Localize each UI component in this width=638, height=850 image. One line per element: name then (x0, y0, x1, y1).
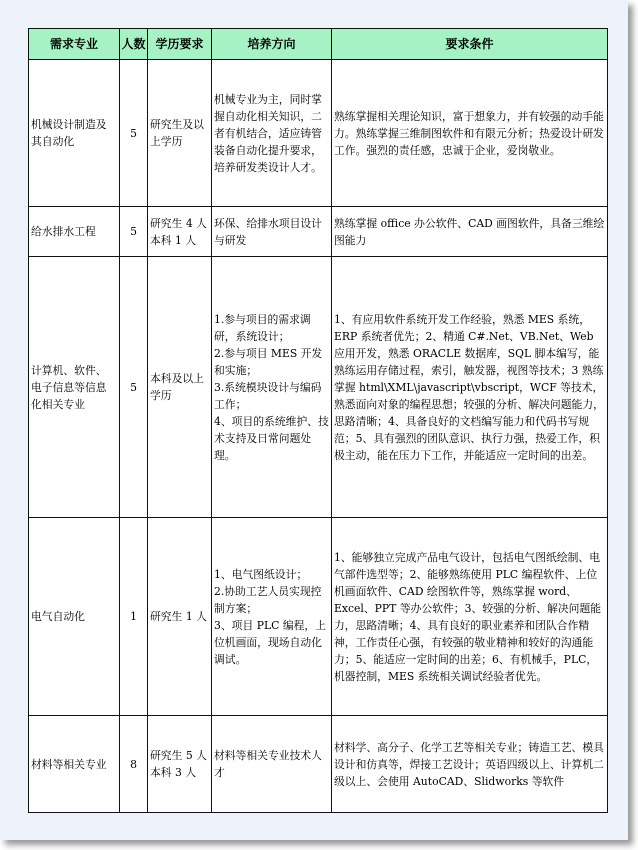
cell-requirements: 1、有应用软件系统开发工作经验，熟悉 MES 系统，ERP 系统者优先；2、精通 C#.Net、VB.Net、Web 应用开发，熟悉 ORACLE 数据库，SQL 脚本编写，能熟练运用存储过程，索引，触发器，视图等技术；3 熟练掌握 html\XML\javascript\vbscript，WCF 等技术，熟悉面向对象的编程思想；较强的分析、解决问题能力，思路清晰；4、具备良好的文档编写能力和代码书写规范；5、具有强烈的团队意识、执行力强，热爱工作，积极主动，能在压力下工作，并能适应一定时间的出差。 (332, 257, 608, 518)
table-row (29, 257, 608, 518)
cell-direction: 1、电气图纸设计； 2.协助工艺人员实现控制方案； 3、项目 PLC 编程，上位机画面，现场自动化调试。 (212, 518, 332, 716)
cell-education: 研究生 4 人 本科 1 人 (148, 207, 212, 257)
table-row (29, 518, 608, 716)
cell-education: 研究生 5 人 本科 3 人 (148, 716, 212, 813)
cell-major: 材料等相关专业 (29, 716, 120, 813)
cell-major: 机械设计制造及其自动化 (29, 60, 120, 207)
cell-requirements: 熟练掌握相关理论知识，富于想象力，并有较强的动手能力。熟练掌握三维制图软件和有限元分析；热爱设计研发工作。强烈的责任感，忠诚于企业，爱岗敬业。 (332, 60, 608, 207)
cell-major: 给水排水工程 (29, 207, 120, 257)
cell-direction: 材料等相关专业技术人才 (212, 716, 332, 813)
cell-count: 5 (120, 207, 148, 257)
cell-major: 电气自动化 (29, 518, 120, 716)
cell-requirements: 1、能够独立完成产品电气设计，包括电气图纸绘制、电气部件选型等；2、能够熟练使用 PLC 编程软件、上位机画面软件、CAD 绘图软件等，熟练掌握 word、Excel、PPT 等办公软件；3、较强的分析、解决问题能力，思路清晰；4、具有良好的职业素养和团队合作精神，工作责任心强，有较强的敬业精神和较好的沟通能力；5、能适应一定时间的出差；6、有机械手，PLC，机器控制，MES 系统相关调试经验者优先。 (332, 518, 608, 716)
cell-education: 研究生 1 人 (148, 518, 212, 716)
header-education: 学历要求 (148, 29, 212, 60)
cell-education: 本科及以上学历 (148, 257, 212, 518)
cell-count: 5 (120, 60, 148, 207)
cell-count: 8 (120, 716, 148, 813)
header-count: 人数 (120, 29, 148, 60)
cell-count: 5 (120, 257, 148, 518)
cell-count: 1 (120, 518, 148, 716)
header-direction: 培养方向 (212, 29, 332, 60)
requirements-table (28, 28, 608, 813)
header-row (29, 29, 608, 60)
cell-direction: 1.参与项目的需求调研，系统设计； 2.参与项目 MES 开发和实施； 3.系统模块设计与编码工作； 4、项目的系统维护、技术支持及日常问题处理。 (212, 257, 332, 518)
cell-direction: 环保、给排水项目设计与研发 (212, 207, 332, 257)
cell-requirements: 材料学、高分子、化学工艺等相关专业；铸造工艺、模具设计和仿真等，焊接工艺设计；英语四级以上、计算机二级以上、会使用 AutoCAD、Slidworks 等软件 (332, 716, 608, 813)
cell-requirements: 熟练掌握 office 办公软件、CAD 画图软件，具备三维绘图能力 (332, 207, 608, 257)
header-requirements: 要求条件 (332, 29, 608, 60)
header-major: 需求专业 (29, 29, 120, 60)
cell-major: 计算机、软件、电子信息等信息化相关专业 (29, 257, 120, 518)
cell-education: 研究生及以上学历 (148, 60, 212, 207)
table-row (29, 716, 608, 813)
table-row (29, 60, 608, 207)
cell-direction: 机械专业为主，同时掌握自动化相关知识，二者有机结合，适应铸管装备自动化提升要求，培养研发类设计人才。 (212, 60, 332, 207)
table-row (29, 207, 608, 257)
